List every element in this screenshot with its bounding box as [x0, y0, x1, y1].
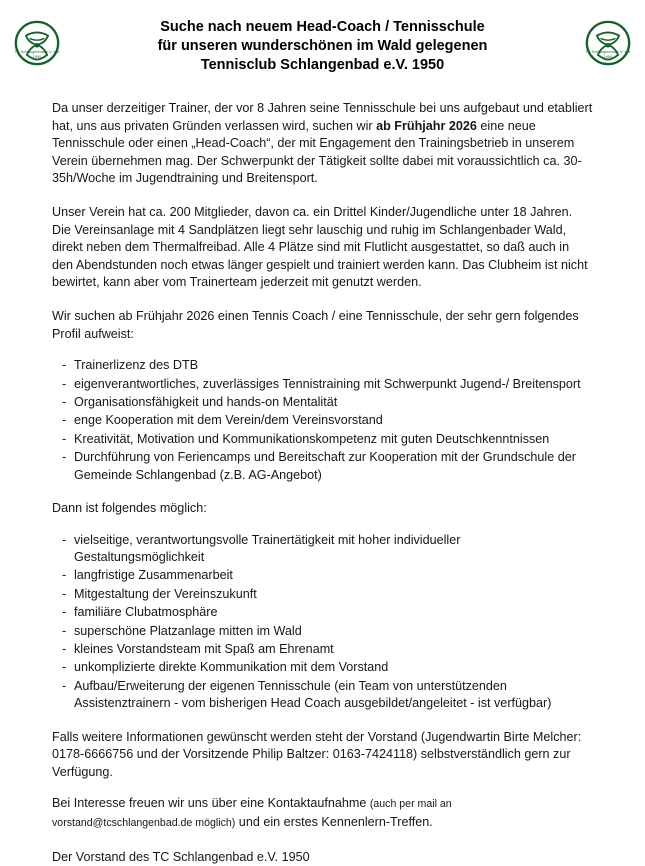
page-title — [96, 18, 549, 75]
paragraph-offer-intro: Dann ist folgendes möglich: — [52, 500, 207, 515]
list-item: - Organisationsfähigkeit und hands-on Mentalität — [60, 394, 593, 411]
paragraph-intro-highlight: ab Frühjahr 2026 — [376, 118, 477, 133]
list-item: - Durchführung von Feriencamps und Bereitschaft zur Kooperation mit der Grundschule der Gemeinde Schlangenbad (z.B. AG-Angebot) — [60, 449, 593, 484]
paragraph-search-intro: Wir suchen ab Frühjahr 2026 einen Tennis Coach / eine Tennisschule, der sehr gern folgendes Profil aufweist: — [52, 308, 579, 341]
paragraph-club-info: Unser Verein hat ca. 200 Mitglieder, davon ca. ein Drittel Kinder/Jugendliche unter 18 Jahren. Die Vereinsanlage mit 4 Sandplätzen liegt sehr lauschig und ruhig im Schlangenbader Wald, direkt neben dem Thermalfreibad. Alle 4 Plätze sind mit Flutlicht ausgestattet, so daß auch in den Abendstunden noch etwas länger gespielt und trainiert werden kann. Das Clubheim ist nicht bewirtet, kann aber vom Trainerteam jederzeit mit genutzt werden. — [52, 204, 588, 290]
page-title-line-3: Tennisclub Schlangenbad e.V. 1950 — [200, 57, 445, 73]
paragraph-intro — [52, 100, 593, 188]
page-title-line-1: Suche nach neuem Head-Coach / Tennisschule — [160, 19, 485, 35]
profile-requirements-list — [52, 357, 593, 484]
list-item: - Kreativität, Motivation und Kommunikationskompetenz mit guten Deutschkenntnissen — [60, 431, 593, 448]
list-item: - Mitgestaltung der Vereinszukunft — [60, 586, 593, 603]
contact-invitation-part-2: und ein erstes Kennenlern-Treffen. — [235, 815, 433, 829]
document-header — [0, 0, 645, 86]
paragraph-intro-part-2: eine neue Tennisschule oder einen „Head-Coach“, der mit Engagement den Trainingsbetrieb in unserem Verein übernehmen mag. Der Schwerpunkt der Tätigkeit sollte dabei mit voraussichtlich ca. 30-35h/Woche im Jugendtraining und Breitensport. — [52, 118, 582, 186]
list-item: - langfristige Zusammenarbeit — [60, 567, 593, 584]
paragraph-contact-info: Falls weitere Informationen gewünscht werden steht der Vorstand (Jugendwartin Birte Melcher: 0178-6666756 und der Vorsitzende Philip Baltzer: 0163-7424118) selbstverständlich gern zur Verfügung. — [52, 729, 582, 779]
list-item: - vielseitige, verantwortungsvolle Trainertätigkeit mit hoher individueller Gestaltungsmöglichkeit — [60, 532, 593, 567]
paragraph-intro-part-1: Da unser derzeitiger Trainer, der vor 8 Jahren seine Tennisschule bei uns aufgebaut und etabliert hat, uns aus privaten Gründen verlassen wird, suchen wir — [52, 101, 593, 133]
list-item: - familiäre Clubatmosphäre — [60, 604, 593, 621]
list-item: - kleines Vorstandsteam mit Spaß am Ehrenamt — [60, 641, 593, 658]
list-item: - enge Kooperation mit dem Verein/dem Vereinsvorstand — [60, 412, 593, 429]
offer-benefits-list — [52, 532, 593, 713]
paragraph-contact-invitation — [52, 795, 593, 832]
document-body — [0, 86, 645, 866]
club-logo-left-caption: TC Schlangenbad e.V. seit 1950 — [14, 50, 60, 59]
list-item: - unkomplizierte direkte Kommunikation mit dem Vorstand — [60, 659, 593, 676]
list-item: - Trainerlizenz des DTB — [60, 357, 593, 374]
contact-invitation-part-1: Bei Interesse freuen wir uns über eine Kontaktaufnahme — [52, 796, 370, 811]
list-item: - eigenverantwortliches, zuverlässiges Tennistraining mit Schwerpunkt Jugend-/ Breitensport — [60, 376, 593, 393]
contact-email-note: (auch per mail an vorstand@tcschlangenbad.de möglich) — [52, 798, 452, 829]
club-logo-right-caption: TC Schlangenbad e.V. seit 1950 — [585, 50, 631, 59]
list-item: - Aufbau/Erweiterung der eigenen Tennisschule (ein Team von unterstützenden Assistenztrainern - vom bisherigen Head Coach ausgebildet/angeleitet - ist verfügbar) — [60, 678, 593, 713]
paragraph-signature: Der Vorstand des TC Schlangenbad e.V. 1950 — [52, 849, 310, 864]
page-title-line-2: für unseren wunderschönen im Wald gelegenen — [157, 38, 488, 54]
list-item: - superschöne Platzanlage mitten im Wald — [60, 623, 593, 640]
